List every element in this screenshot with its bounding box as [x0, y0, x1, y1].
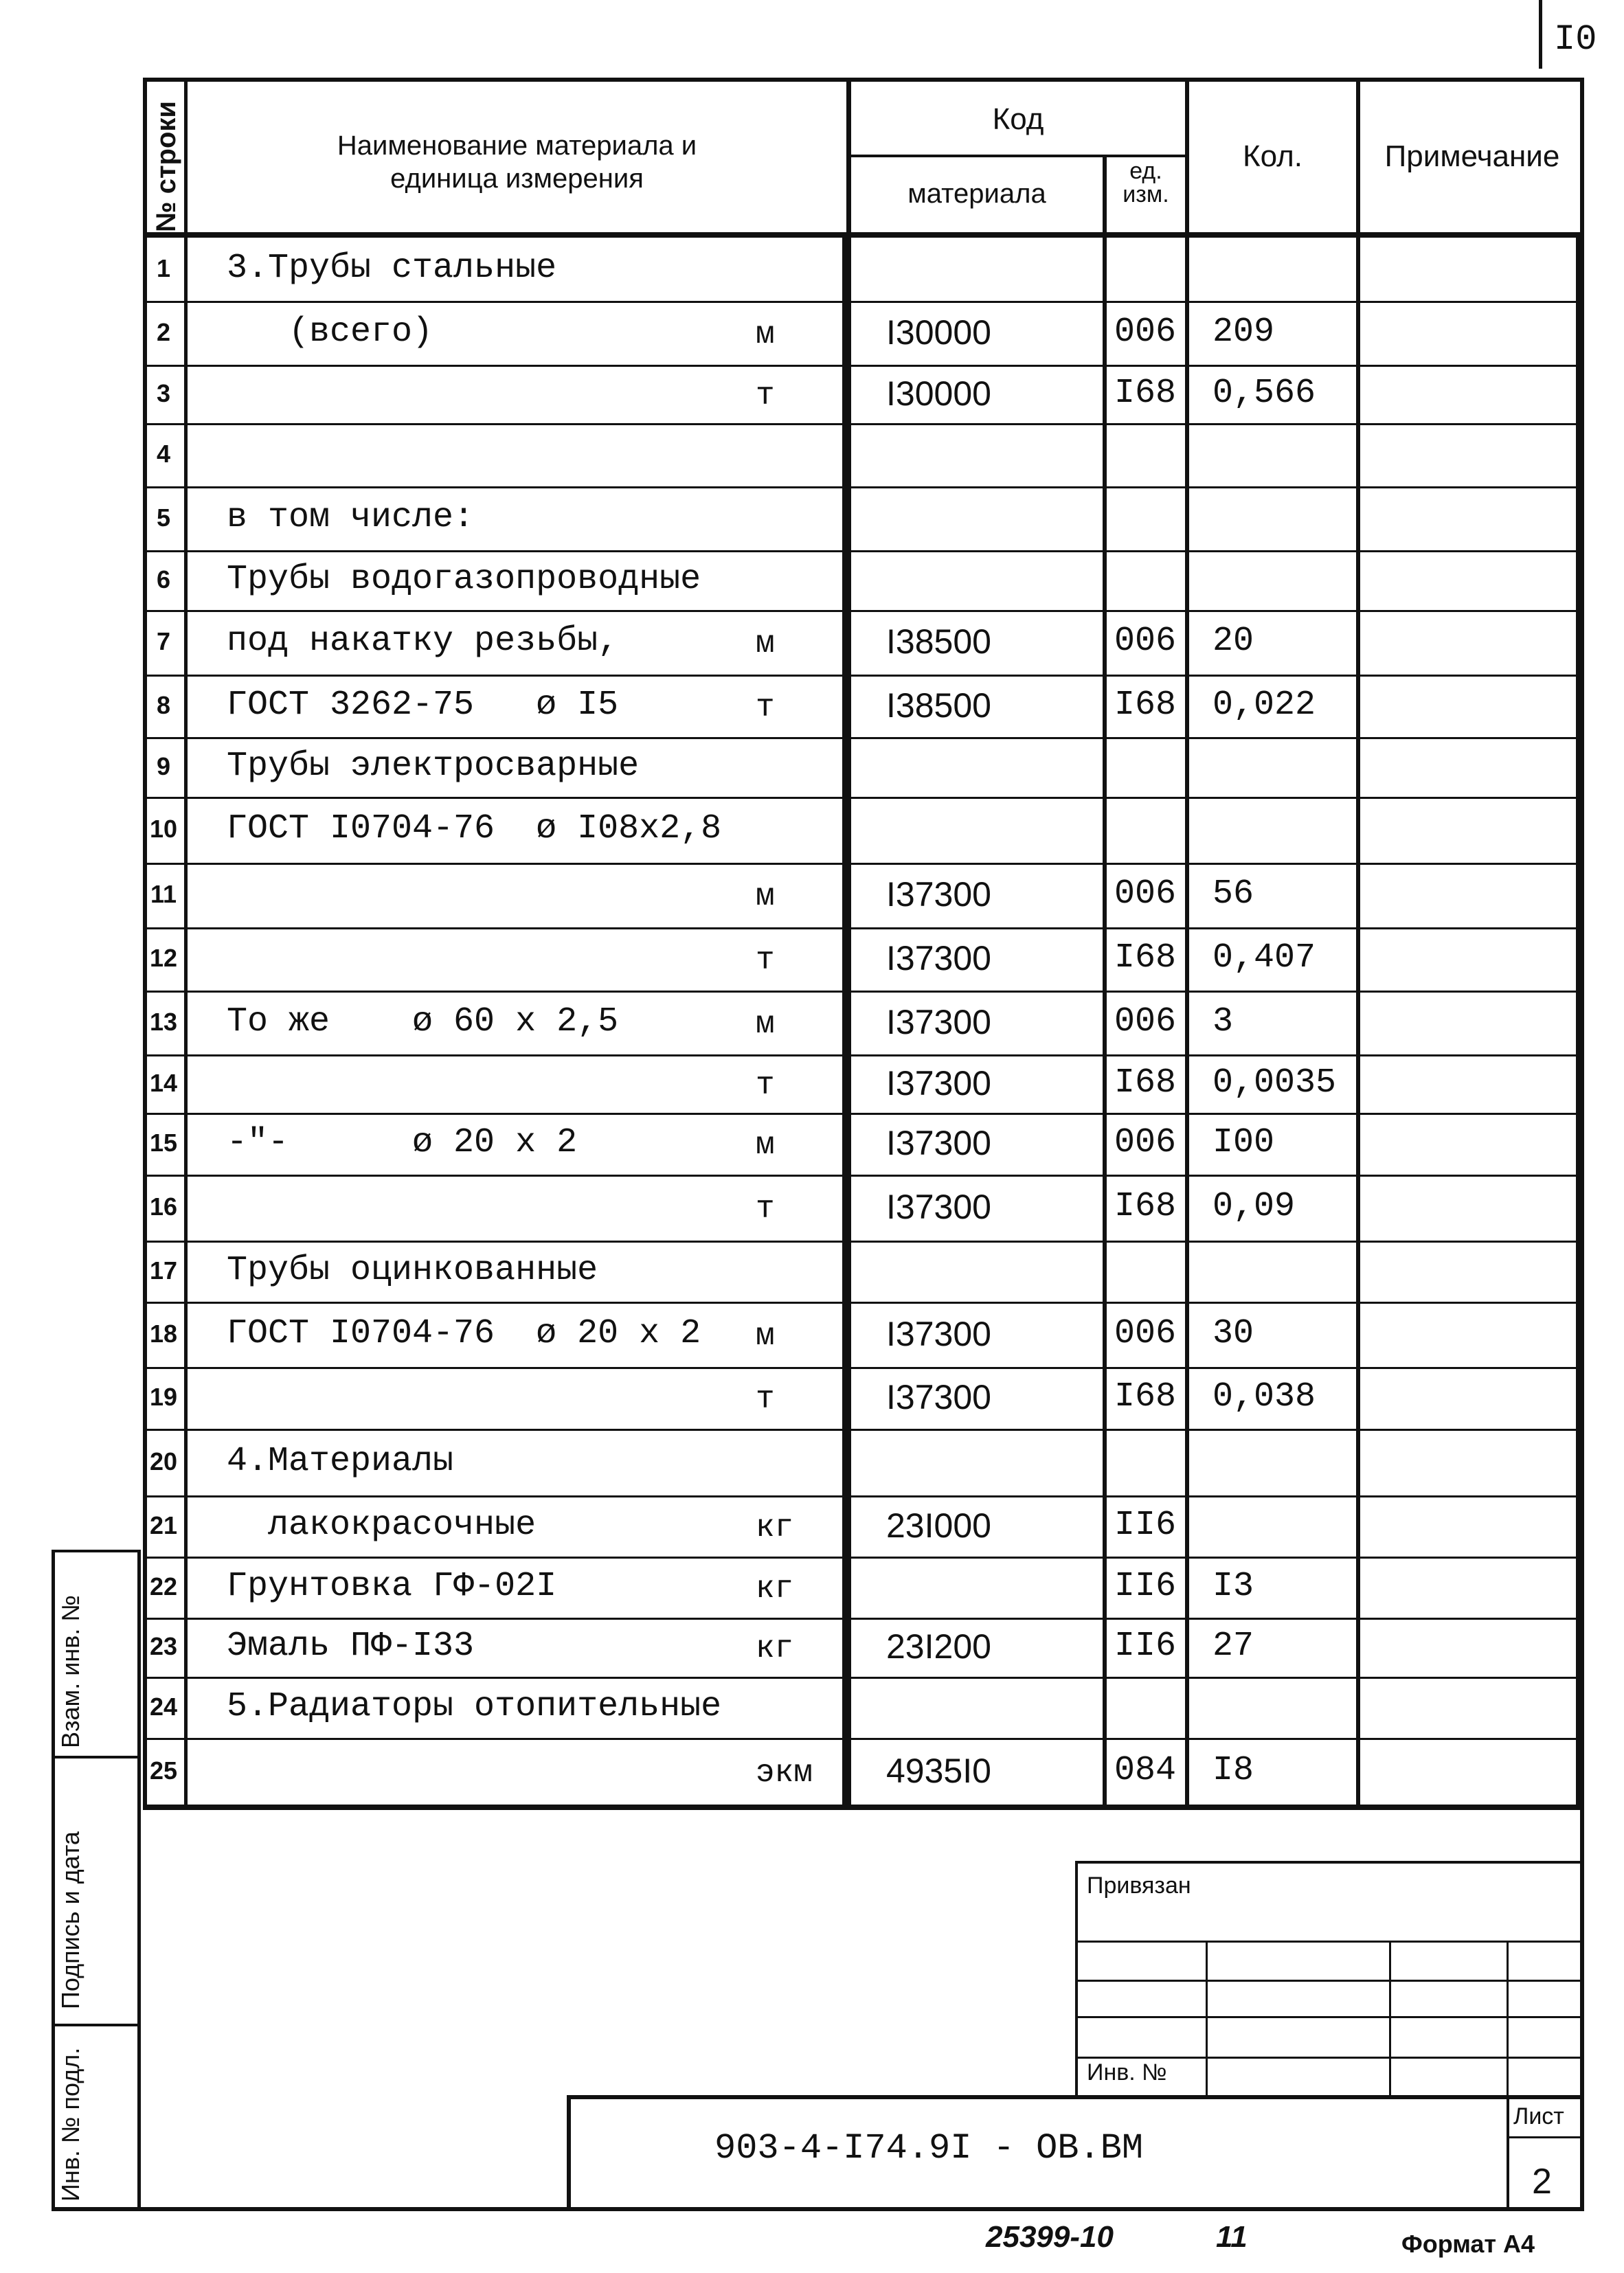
material-name: Трубы водогазопроводные	[227, 560, 701, 599]
row-number-header: № строки	[151, 100, 181, 232]
stamp-inv: Инв. № подл.	[56, 2047, 84, 2202]
material-code: I37300	[886, 1124, 991, 1162]
inv-no-label: Инв. №	[1087, 2059, 1167, 2085]
material-name: Трубы электросварные	[227, 747, 640, 786]
material-name: под накатку резьбы,	[227, 622, 619, 661]
quantity: 0,407	[1213, 938, 1316, 977]
unit-code: II6	[1114, 1567, 1177, 1606]
material-code: 23I000	[886, 1506, 991, 1545]
unit-code: 006	[1114, 1002, 1177, 1041]
row-number: 5	[156, 504, 171, 532]
unit-of-measure: м	[756, 1318, 775, 1354]
privyazan-label: Привязан	[1087, 1873, 1191, 1899]
unit-of-measure: м	[756, 1006, 775, 1042]
unit-of-measure: т	[756, 1381, 775, 1417]
material-code: I37300	[886, 939, 991, 977]
material-code: I37300	[886, 1378, 991, 1416]
quantity: I00	[1213, 1123, 1275, 1162]
row-number: 8	[156, 691, 171, 719]
unit-code: 006	[1114, 622, 1177, 661]
material-code: I37300	[886, 1315, 991, 1353]
unit-of-measure: м	[756, 1127, 775, 1163]
quantity: 0,0035	[1213, 1063, 1337, 1102]
row-number: 11	[150, 880, 177, 908]
unit-of-measure: т	[756, 1067, 775, 1103]
material-name: в том числе:	[227, 498, 475, 537]
quantity: 27	[1213, 1627, 1254, 1666]
row-number: 1	[156, 254, 171, 282]
row-number: 4	[156, 440, 171, 468]
document-code: 903-4-I74.9I - ОВ.ВМ	[714, 2128, 1144, 2169]
quantity: 209	[1213, 313, 1275, 352]
row-number: 9	[156, 752, 171, 780]
sheet-label: Лист	[1513, 2103, 1564, 2129]
material-code-header: материала	[907, 179, 1046, 209]
row-number: 22	[149, 1572, 178, 1601]
unit-code: 006	[1114, 874, 1177, 914]
quantity: 3	[1213, 1002, 1234, 1041]
format-label: Формат А4	[1401, 2230, 1535, 2258]
unit-code: I68	[1114, 1187, 1177, 1226]
unit-of-measure: т	[756, 378, 775, 414]
material-code: 23I200	[886, 1627, 991, 1666]
row-number: 10	[149, 815, 178, 843]
unit-code: I68	[1114, 938, 1177, 977]
material-name: лакокрасочные	[227, 1506, 537, 1545]
row-number: 23	[149, 1632, 178, 1660]
unit-of-measure: кг	[756, 1631, 794, 1666]
unit-of-measure: т	[756, 690, 775, 725]
sheet-number: 2	[1532, 2162, 1552, 2202]
material-name: 4.Материалы	[227, 1442, 454, 1481]
material-code: I38500	[886, 686, 991, 725]
material-code: I37300	[886, 1188, 991, 1226]
material-name: ГОСТ I0704-76 ø I08x2,8	[227, 809, 722, 848]
row-number: 14	[149, 1069, 178, 1097]
material-name: Эмаль ПФ-I33	[227, 1627, 475, 1666]
quantity: 30	[1213, 1314, 1254, 1353]
code-header: Код	[992, 102, 1044, 136]
material-code: I30000	[886, 374, 991, 413]
footer-number: 25399-10	[986, 2220, 1114, 2254]
row-number: 12	[149, 944, 178, 972]
quantity: 20	[1213, 622, 1254, 661]
row-number: 18	[149, 1320, 178, 1348]
unit-of-measure: кг	[756, 1571, 794, 1607]
material-code: I38500	[886, 622, 991, 661]
quantity: 0,09	[1213, 1187, 1296, 1226]
row-number: 16	[149, 1192, 178, 1221]
unit-code-header: ед. изм.	[1123, 158, 1169, 207]
quantity: I3	[1213, 1567, 1254, 1606]
row-number: 3	[156, 379, 171, 407]
row-number: 6	[156, 565, 171, 593]
unit-of-measure: м	[756, 317, 775, 352]
unit-of-measure: т	[756, 942, 775, 978]
material-name: 3.Трубы стальные	[227, 249, 557, 288]
stamp-podpis: Подпись и дата	[56, 1831, 84, 2009]
material-name: (всего)	[227, 313, 433, 352]
unit-of-measure: кг	[756, 1510, 794, 1546]
footer-copy: 11	[1216, 2220, 1248, 2254]
row-number: 24	[149, 1693, 178, 1721]
material-code: I30000	[886, 313, 991, 352]
unit-code: I68	[1114, 686, 1177, 725]
unit-code: I68	[1114, 1377, 1177, 1416]
unit-code: I68	[1114, 374, 1177, 413]
quantity: 0,566	[1213, 374, 1316, 413]
unit-of-measure: экм	[756, 1755, 813, 1791]
material-code: 4935I0	[886, 1752, 991, 1790]
row-number: 20	[149, 1447, 178, 1475]
name-header: Наименование материала и единица измерения	[337, 131, 697, 194]
material-code: I37300	[886, 875, 991, 914]
unit-code: 006	[1114, 1314, 1177, 1353]
unit-of-measure: м	[756, 879, 775, 914]
unit-code: 006	[1114, 313, 1177, 352]
page-number: I0	[1554, 19, 1597, 60]
unit-code: 006	[1114, 1123, 1177, 1162]
stamp-vzam: Взам. инв. №	[56, 1594, 84, 1748]
material-name: 5.Радиаторы отопительные	[227, 1687, 722, 1726]
qty-header: Кол.	[1242, 139, 1303, 173]
material-code: I37300	[886, 1064, 991, 1102]
quantity: 0,022	[1213, 686, 1316, 725]
unit-code: 084	[1114, 1751, 1177, 1790]
unit-code: II6	[1114, 1627, 1177, 1666]
unit-of-measure: т	[756, 1191, 775, 1227]
unit-of-measure: м	[756, 626, 775, 661]
material-name: -"- ø 20 x 2	[227, 1123, 578, 1162]
row-number: 2	[156, 318, 171, 346]
row-number: 13	[149, 1008, 178, 1036]
material-name: Грунтовка ГФ-02I	[227, 1567, 557, 1606]
quantity: 56	[1213, 874, 1254, 914]
unit-code: II6	[1114, 1506, 1177, 1545]
quantity: I8	[1213, 1751, 1254, 1790]
row-number: 15	[149, 1129, 178, 1157]
material-name: То же ø 60 x 2,5	[227, 1002, 619, 1041]
material-name: ГОСТ I0704-76 ø 20 x 2	[227, 1314, 701, 1353]
row-number: 19	[149, 1383, 178, 1411]
material-name: Трубы оцинкованные	[227, 1251, 598, 1290]
row-number: 21	[149, 1511, 178, 1539]
row-number: 25	[149, 1756, 178, 1785]
row-number: 7	[156, 627, 171, 655]
material-name: ГОСТ 3262-75 ø I5	[227, 686, 619, 725]
quantity: 0,038	[1213, 1377, 1316, 1416]
unit-code: I68	[1114, 1063, 1177, 1102]
row-number: 17	[149, 1256, 178, 1285]
note-header: Примечание	[1384, 139, 1560, 173]
material-code: I37300	[886, 1003, 991, 1041]
